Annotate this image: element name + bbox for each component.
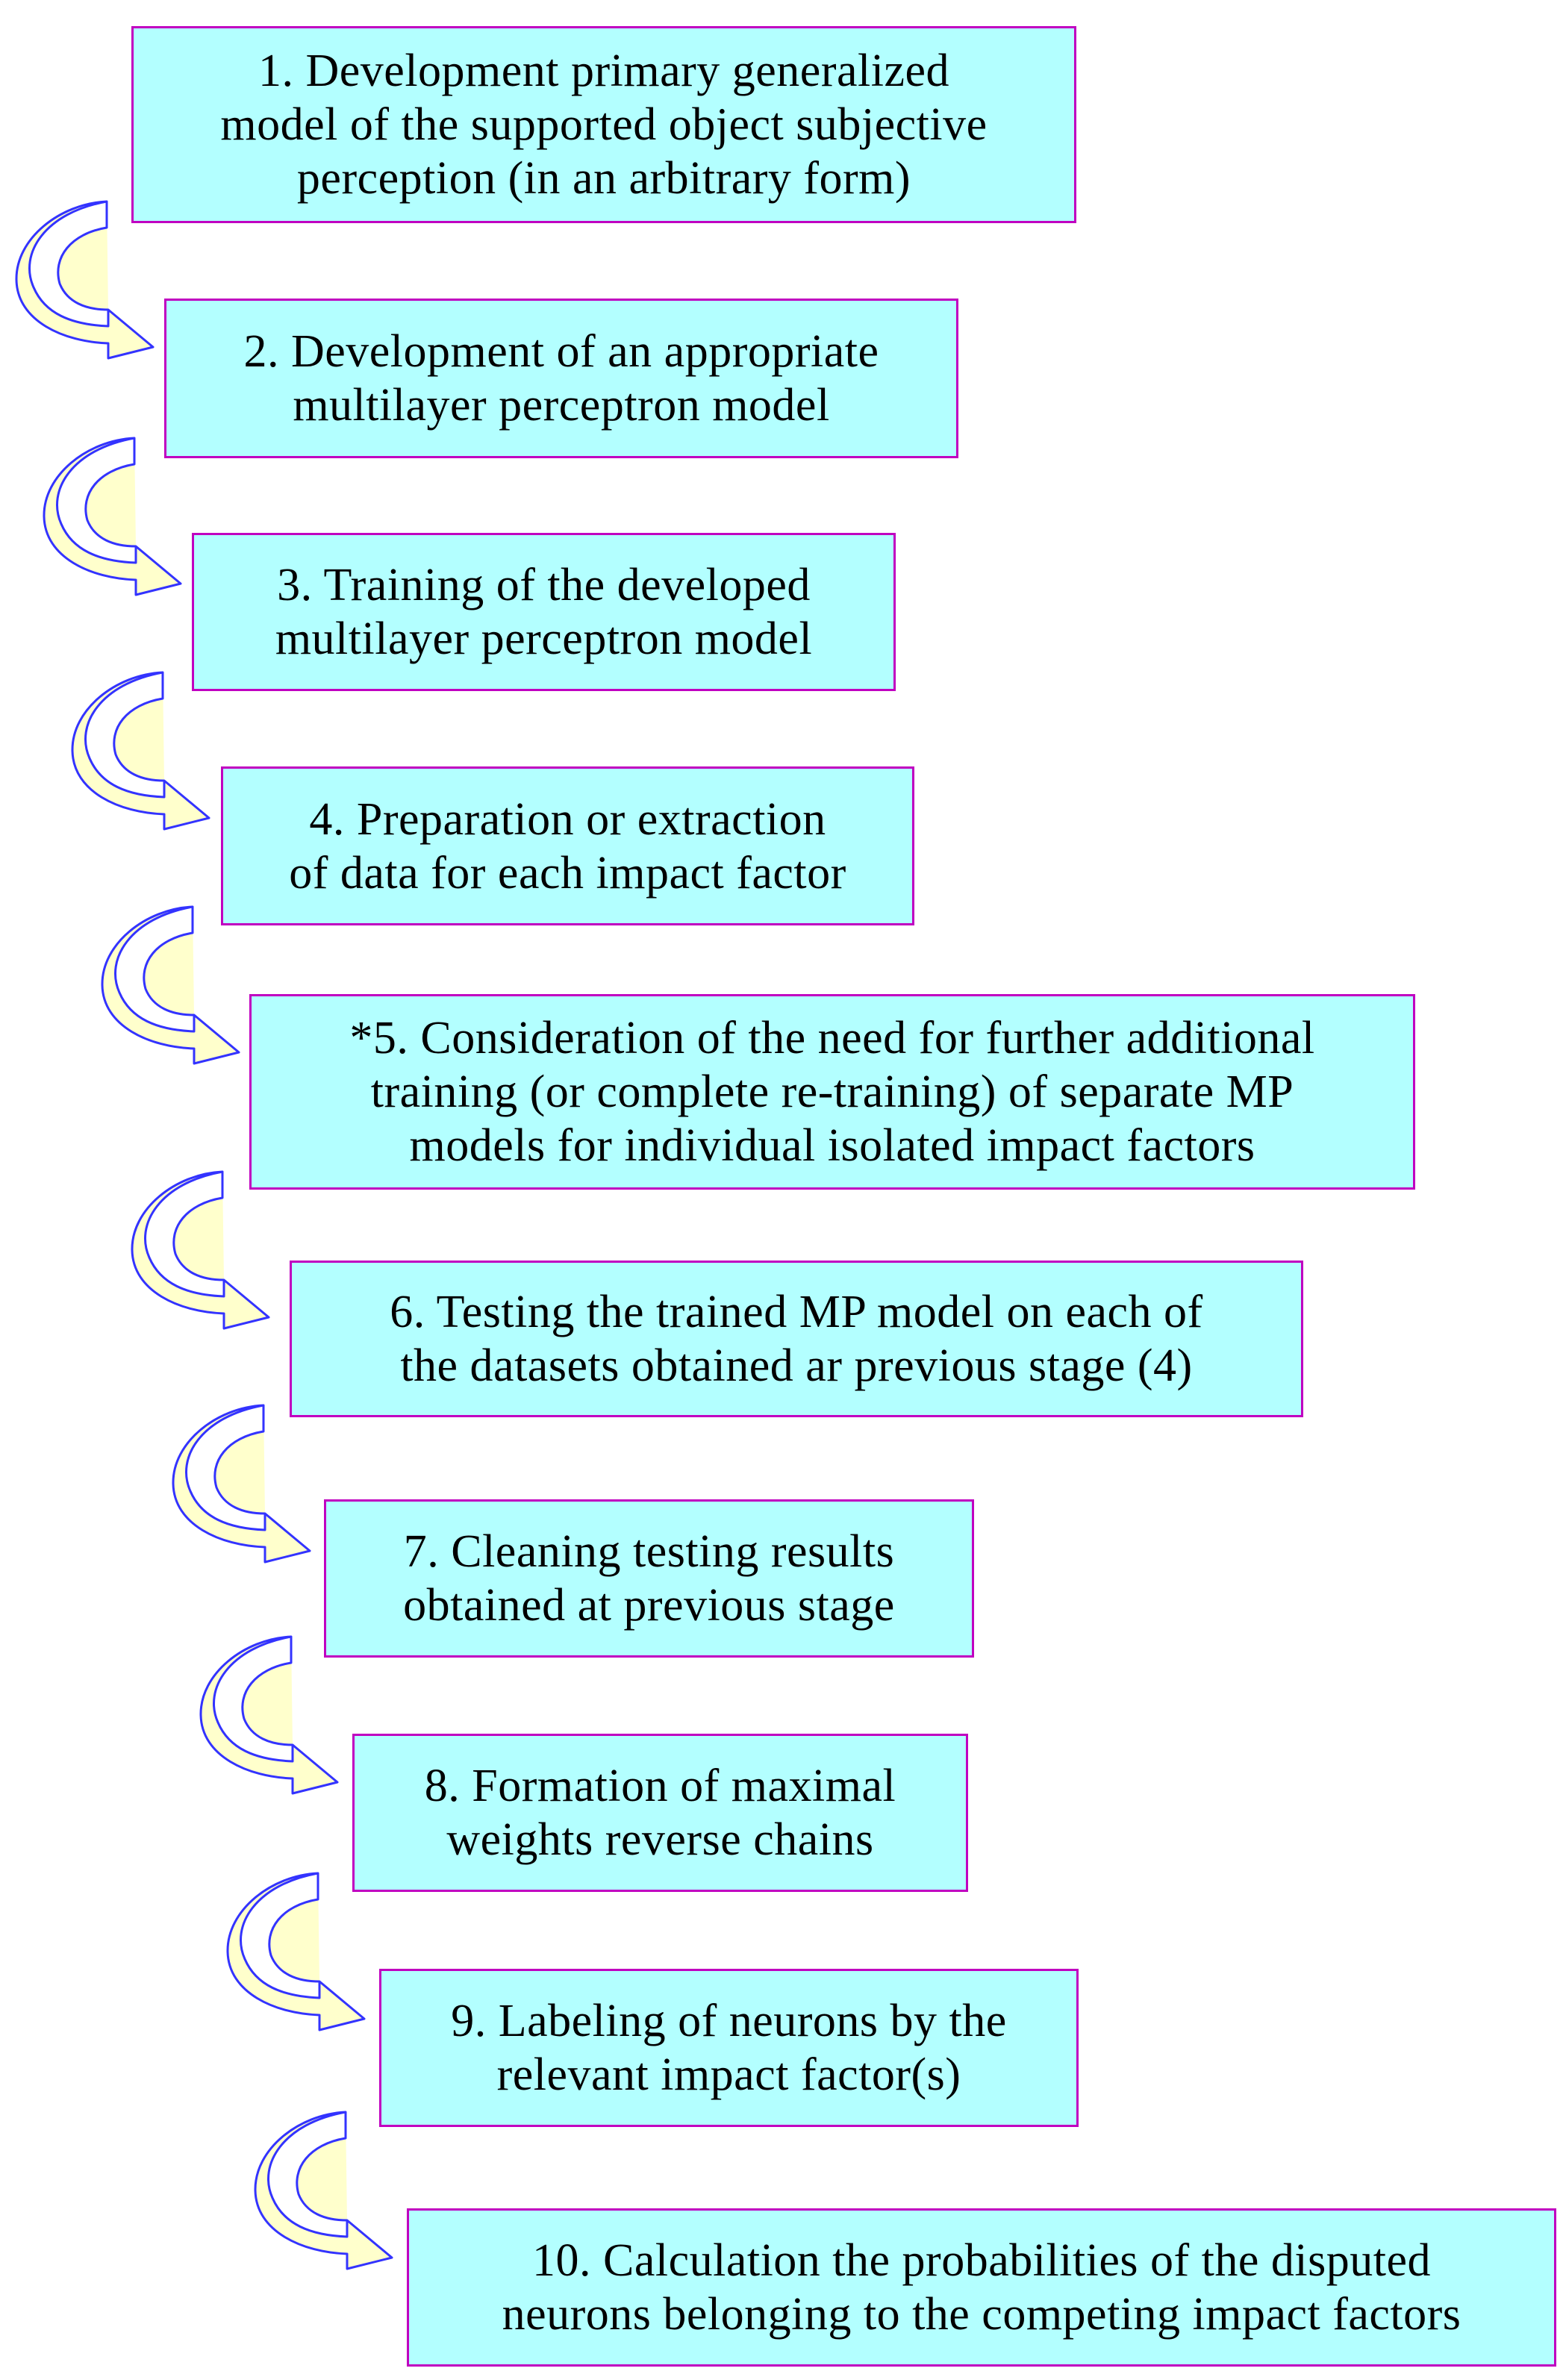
- step-8-line-1: 8. Formation of maximal: [424, 1761, 896, 1811]
- step-2-line-1: 2. Development of an appropriate: [243, 326, 879, 377]
- step-1-line-2: model of the supported object subjective: [220, 99, 988, 150]
- step-1-line-1: 1. Development primary generalized: [258, 46, 949, 96]
- step-4-box: [221, 766, 914, 925]
- step-5-line-1: *5. Consideration of the need for further additional: [349, 1013, 1315, 1063]
- step-2-line-2: multilayer perceptron model: [293, 380, 830, 431]
- curved-arrow-icon: [258, 2108, 452, 2273]
- step-1-box: [131, 26, 1076, 223]
- step-10-box: [407, 2208, 1556, 2367]
- step-9-box: [379, 1969, 1079, 2127]
- step-5-box: [249, 994, 1415, 1190]
- step-9-line-2: relevant impact factor(s): [496, 2049, 961, 2100]
- curved-arrow-icon: [46, 434, 240, 599]
- curved-arrow-icon: [134, 1168, 328, 1332]
- curved-arrow-icon: [175, 1402, 369, 1566]
- step-3-line-1: 3. Training of the developed: [277, 560, 811, 610]
- step-7-line-1: 7. Cleaning testing results: [403, 1526, 895, 1577]
- curved-arrow-icon: [203, 1633, 397, 1797]
- step-1-line-3: perception (in an arbitrary form): [296, 153, 911, 204]
- step-7-line-2: obtained at previous stage: [403, 1580, 895, 1631]
- step-9-line-1: 9. Labeling of neurons by the: [451, 1996, 1007, 2046]
- curved-arrow-icon: [230, 1870, 424, 2034]
- step-8-box: [352, 1734, 968, 1892]
- step-4-line-2: of data for each impact factor: [289, 847, 846, 899]
- step-7-box: [324, 1499, 974, 1658]
- step-6-line-1: 6. Testing the trained MP model on each of: [390, 1287, 1203, 1337]
- step-5-line-2: training (or complete re-training) of separate MP: [370, 1066, 1294, 1117]
- step-6-box: [290, 1261, 1303, 1417]
- curved-arrow-icon: [19, 198, 213, 362]
- step-10-line-1: 10. Calculation the probabilities of the disputed: [532, 2235, 1431, 2286]
- step-10-line-2: neurons belonging to the competing impact factors: [502, 2289, 1462, 2340]
- step-3-box: [192, 533, 896, 691]
- curved-arrow-icon: [75, 669, 269, 833]
- step-4-line-1: 4. Preparation or extraction: [309, 793, 826, 845]
- curved-arrow-icon: [104, 903, 299, 1067]
- step-8-line-2: weights reverse chains: [446, 1814, 874, 1865]
- step-5-line-3: models for individual isolated impact factors: [409, 1120, 1255, 1171]
- step-6-line-2: the datasets obtained ar previous stage (4): [400, 1340, 1193, 1391]
- step-2-box: [164, 299, 958, 458]
- step-3-line-2: multilayer perceptron model: [275, 613, 813, 664]
